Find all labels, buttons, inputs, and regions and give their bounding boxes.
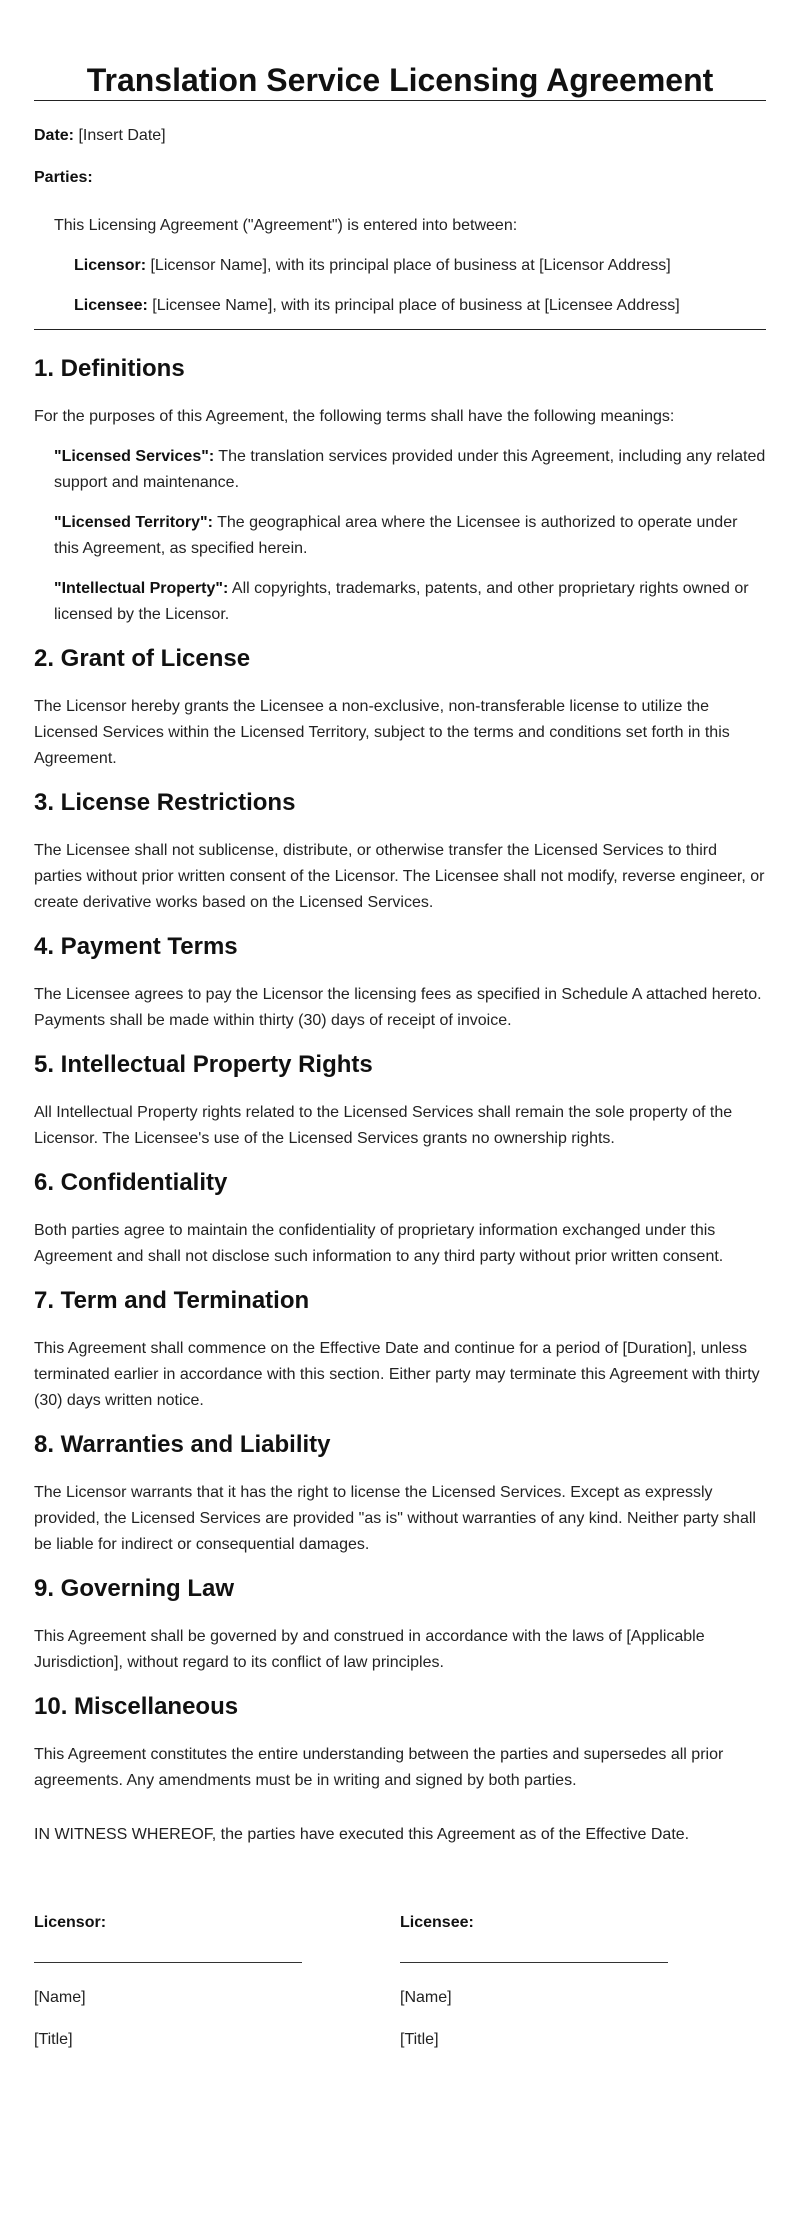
- licensee-signature-title: [Title]: [400, 2031, 439, 2048]
- section-heading-confidentiality: 6. Confidentiality: [34, 1169, 228, 1196]
- section-heading-grant: 2. Grant of License: [34, 645, 251, 672]
- section-body-term: This Agreement shall commence on the Effective Date and continue for a period of [Duration], unless terminated earlier in accordance with this section. Either party may terminate this Agreement with thirty (30) days written notice.: [34, 1340, 760, 1409]
- definition-term: "Intellectual Property":: [54, 580, 229, 597]
- licensee-party: [34, 293, 766, 319]
- licensee-party-text: [Licensee Name], with its principal place of business at [Licensee Address]: [152, 297, 680, 314]
- section-body-law: This Agreement shall be governed by and construed in accordance with the laws of [Applicable Jurisdiction], without regard to its conflict of law principles.: [34, 1628, 705, 1671]
- definition-text: The geographical area where the Licensee is authorized to operate under this Agreement, as specified herein.: [54, 514, 738, 557]
- licensor-party: [34, 253, 766, 279]
- section-heading-term: 7. Term and Termination: [34, 1287, 310, 1314]
- licensee-party-label: Licensee:: [74, 297, 148, 314]
- date-value: [Insert Date]: [78, 127, 166, 144]
- definition-text: All copyrights, trademarks, patents, and other proprietary rights owned or licensed by the Licensor.: [54, 580, 749, 623]
- licensor-signature-label: Licensor:: [34, 1914, 107, 1931]
- section-heading-misc: 10. Miscellaneous: [34, 1693, 239, 1720]
- section-body-confidentiality: Both parties agree to maintain the confidentiality of proprietary information exchanged under this Agreement and shall not disclose such information to any third party without prior written consent.: [34, 1222, 724, 1265]
- parties-label: Parties:: [34, 169, 93, 186]
- parties-intro: This Licensing Agreement ("Agreement") is entered into between:: [54, 217, 518, 234]
- licensee-signature-label: Licensee:: [400, 1914, 474, 1931]
- definition-item: [34, 576, 766, 628]
- date-label: Date:: [34, 127, 75, 144]
- licensee-signature: [400, 1910, 766, 2053]
- document-title: Translation Service Licensing Agreement: [86, 62, 714, 98]
- definitions-intro: For the purposes of this Agreement, the following terms shall have the following meanings:: [34, 408, 675, 425]
- licensor-signature-name: [Name]: [34, 1989, 86, 2006]
- header-divider: [34, 100, 766, 101]
- definition-term: "Licensed Territory":: [54, 514, 213, 531]
- section-heading-payment: 4. Payment Terms: [34, 933, 238, 960]
- date-line: [34, 123, 766, 149]
- definition-item: [34, 510, 766, 562]
- licensor-signature-title: [Title]: [34, 2031, 73, 2048]
- section-heading-definitions: 1. Definitions: [34, 355, 185, 382]
- section-heading-warranties: 8. Warranties and Liability: [34, 1431, 331, 1458]
- parties-divider: [34, 329, 766, 330]
- licensor-party-label: Licensor:: [74, 257, 147, 274]
- licensee-signature-line: [400, 1962, 668, 1963]
- section-body-grant: The Licensor hereby grants the Licensee a non-exclusive, non-transferable license to utilize the Licensed Services within the Licensed Territory, subject to the terms and conditions set forth in this Agreement.: [34, 698, 730, 767]
- witness-statement: IN WITNESS WHEREOF, the parties have executed this Agreement as of the Effective Date.: [34, 1826, 690, 1843]
- parties-line: [34, 165, 766, 191]
- definition-item: [34, 444, 766, 496]
- section-body-warranties: The Licensor warrants that it has the right to license the Licensed Services. Except as expressly provided, the Licensed Services are provided "as is" without warranties of any kind. Neither party shall be liable for indirect or consequential damages.: [34, 1484, 756, 1553]
- section-body-ip: All Intellectual Property rights related to the Licensed Services shall remain the sole property of the Licensor. The Licensee's use of the Licensed Services grants no ownership rights.: [34, 1104, 733, 1147]
- section-heading-law: 9. Governing Law: [34, 1575, 235, 1602]
- section-heading-ip: 5. Intellectual Property Rights: [34, 1051, 373, 1078]
- licensor-party-text: [Licensor Name], with its principal place of business at [Licensor Address]: [150, 257, 671, 274]
- section-heading-restrictions: 3. License Restrictions: [34, 789, 296, 816]
- section-body-payment: The Licensee agrees to pay the Licensor the licensing fees as specified in Schedule A attached hereto. Payments shall be made within thirty (30) days of receipt of invoice.: [34, 986, 762, 1029]
- section-body-misc: This Agreement constitutes the entire understanding between the parties and supersedes all prior agreements. Any amendments must be in writing and signed by both parties.: [34, 1746, 724, 1789]
- section-body-restrictions: The Licensee shall not sublicense, distribute, or otherwise transfer the Licensed Services to third parties without prior written consent of the Licensor. The Licensee shall not modify, reverse engineer, or create derivative works based on the Licensed Services.: [34, 842, 765, 911]
- licensee-signature-name: [Name]: [400, 1989, 452, 2006]
- licensor-signature: [34, 1910, 400, 2053]
- definition-term: "Licensed Services":: [54, 448, 215, 465]
- signature-block: [34, 1910, 766, 2053]
- definition-text: The translation services provided under this Agreement, including any related support and maintenance.: [54, 448, 766, 491]
- licensor-signature-line: [34, 1962, 302, 1963]
